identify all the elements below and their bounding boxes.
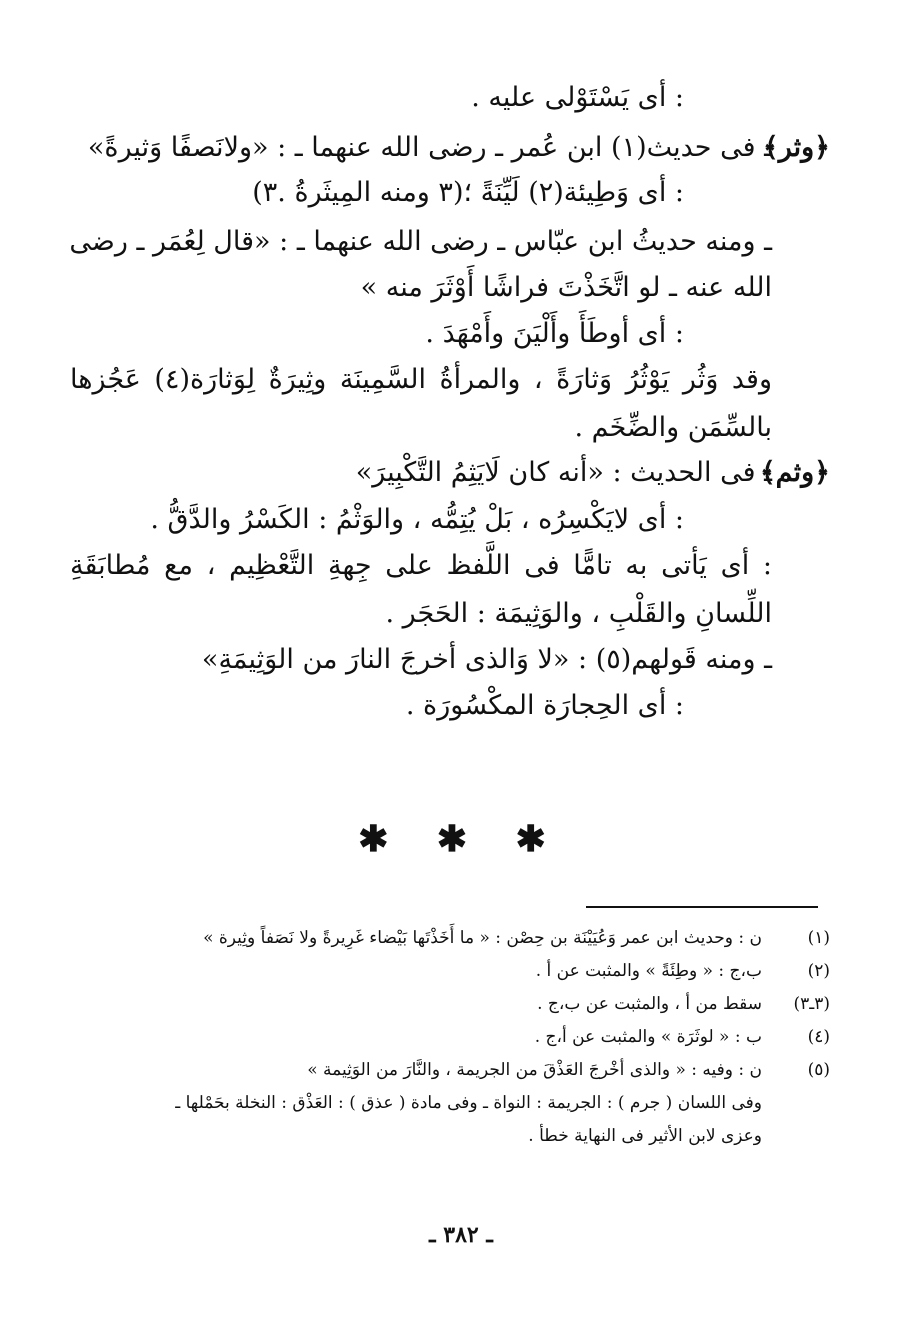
page-number: ـ ٣٨٢ ـ bbox=[429, 1222, 493, 1248]
body-line: اللِّسانِ والقَلْبِ ، والوَثِيمَة : الحَجَر . bbox=[385, 598, 772, 629]
body-line: : أى لايَكْسِرُه ، بَلْ يُتِمُّه ، والوَثْمُ : الكَسْرُ والدَّقُّ . bbox=[150, 504, 684, 535]
body-line: : أى يَأتى به تامًّا فى اللَّفظ على جِهةِ التَّعْظِيم ، مع مُطابَقَةِ bbox=[70, 550, 772, 581]
footnote-number: (١) bbox=[807, 928, 830, 948]
footnote-text: ن : وحديث ابن عمر وَعُيَيْنَة بن حِصْن : « ما أَخَذْتَها بَيْضاء غَرِيرةً ولا نَصَفاً وثِيرة » bbox=[203, 928, 762, 948]
entry-heading-wathar: ﴿وثر﴾ bbox=[762, 132, 830, 163]
body-line: ـ ومنه قَولهم(٥) : «لا وَالذى أخرجَ النارَ من الوَثِيمَةِ» bbox=[201, 644, 772, 675]
entry-heading-watham: ﴿وثم﴾ bbox=[759, 457, 830, 488]
footnote-text: سقط من أ ، والمثبت عن ب،ج . bbox=[537, 994, 762, 1014]
body-line: : أى أوطَأَ وأَلْيَنَ وأَمْهَدَ . bbox=[425, 318, 684, 349]
body-line: بالسِّمَن والضِّخَم . bbox=[574, 412, 772, 443]
footnote-number: (٣ـ٣) bbox=[793, 994, 830, 1014]
body-line: وقد وَثُر يَوْثُرُ وَثارَةً ، والمرأةُ السَّمِينَة وثِيرَةٌ لِوَثارَة(٤) عَجُزها bbox=[70, 364, 772, 395]
body-line: الله عنه ـ لو اتَّخَذْتَ فراشًا أَوْثَرَ منه » bbox=[360, 272, 772, 303]
section-separator: ✱ ✱ ✱ bbox=[358, 818, 564, 860]
footnote-continuation: وعزى لابن الأثير فى النهاية خطأ . bbox=[528, 1126, 762, 1146]
body-line: ـ ومنه حديثُ ابن عبّاس ـ رضى الله عنهما ـ : «قال لِعُمَر ـ رضى bbox=[69, 226, 772, 257]
body-line: : أى وَطِيئة(٢) لَيِّنَةً ؛(٣ ومنه المِيثَرةُ .٣) bbox=[252, 177, 684, 208]
footnote-continuation: وفى اللسان ( جرم ) : الجريمة : النواة ـ وفى مادة ( عذق ) : العَذْق : النخلة بحَمْلها ـ bbox=[175, 1093, 762, 1113]
footnote-text: ن : وفيه : « والذى أخْرجَ العَذْقَ من الجريمة ، والنَّارَ من الوَثِيمة » bbox=[307, 1060, 762, 1080]
body-line: : أى الحِجارَة المكْسُورَة . bbox=[405, 690, 684, 721]
footnote-divider bbox=[586, 906, 818, 908]
body-line: ـ فى الحديث : «أنه كان لَايَثِمُ التَّكْبِيرَ» bbox=[355, 457, 772, 488]
body-line: ـ فى حديث(١) ابن عُمر ـ رضى الله عنهما ـ : «ولانَصفًا وَثيرةً» bbox=[87, 132, 772, 163]
footnote-number: (٥) bbox=[807, 1060, 830, 1080]
footnote-number: (٤) bbox=[807, 1027, 830, 1047]
footnote-text: ب،ج : « وطِئَةً » والمثبت عن أ . bbox=[535, 961, 762, 981]
footnote-text: ب : « لوثَرَة » والمثبت عن أ،ج . bbox=[534, 1027, 762, 1047]
footnote-number: (٢) bbox=[807, 961, 830, 981]
body-line: : أى يَسْتَوْلى عليه . bbox=[471, 82, 684, 113]
